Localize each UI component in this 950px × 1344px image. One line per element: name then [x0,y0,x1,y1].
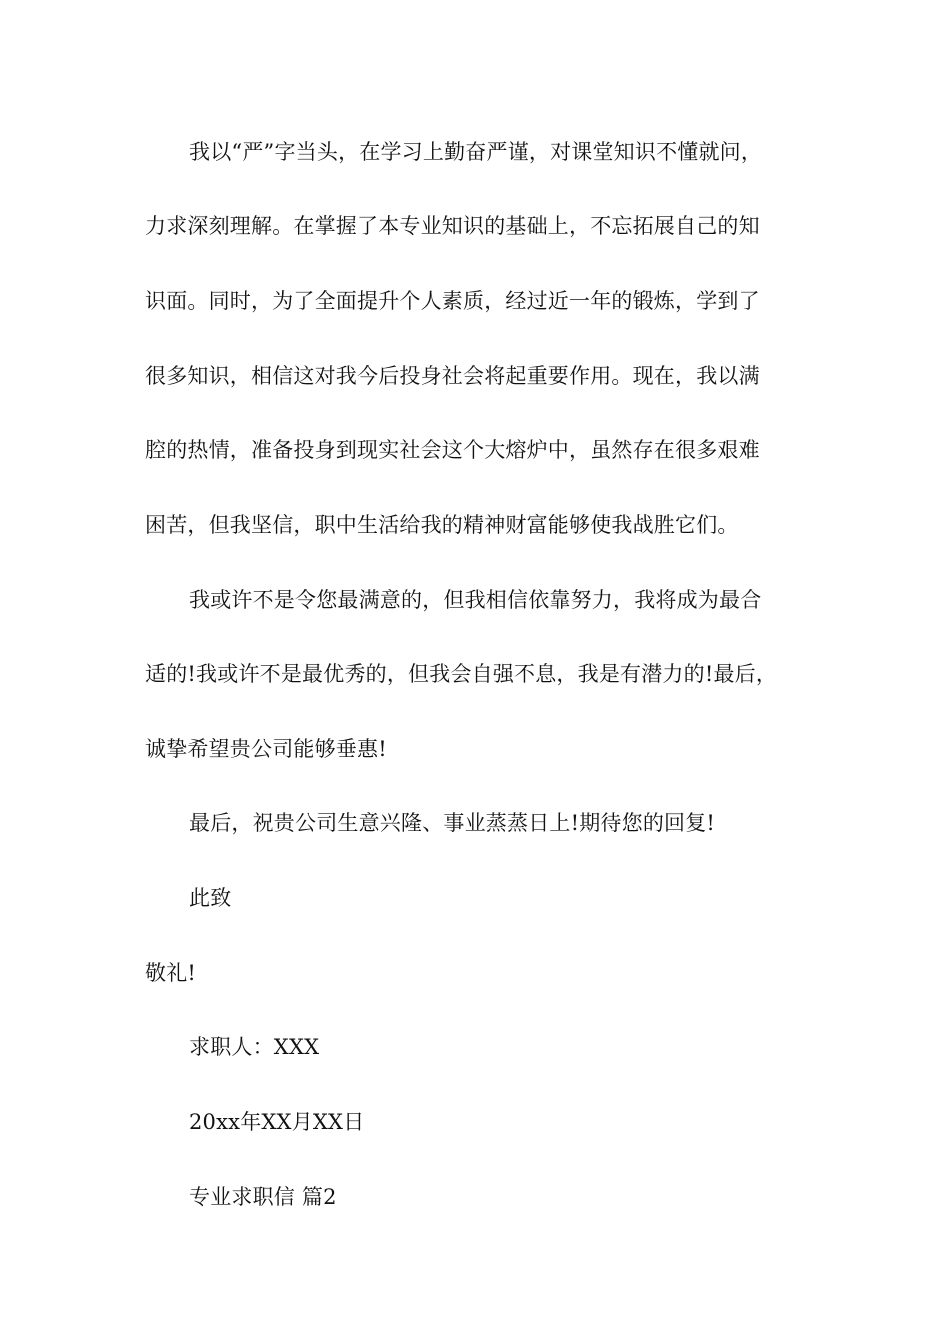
paragraph-line: 识面。同时，为了全面提升个人素质，经过近一年的锻炼，学到了 [145,289,760,313]
paragraph-line: 适的!我或许不是最优秀的，但我会自强不息，我是有潜力的!最后， [145,662,778,686]
paragraph-line: 很多知识，相信这对我今后投身社会将起重要作用。现在，我以满 [145,364,760,388]
paragraph-line: 困苦，但我坚信，职中生活给我的精神财富能够使我战胜它们。 [145,513,739,537]
paragraph-line: 诚挚希望贵公司能够垂惠! [145,737,387,761]
section-heading: 专业求职信 篇2 [189,1185,337,1209]
signature-date: 20xx年XX月XX日 [189,1110,365,1134]
paragraph-line: 我或许不是令您最满意的，但我相信依靠努力，我将成为最合 [189,588,762,612]
salutation-jingli: 敬礼! [145,961,197,985]
paragraph-line: 力求深刻理解。在掌握了本专业知识的基础上，不忘拓展自己的知 [145,214,760,238]
closing-wish: 最后，祝贵公司生意兴隆、事业蒸蒸日上!期待您的回复! [189,811,716,835]
paragraph-line: 腔的热情，准备投身到现实社会这个大熔炉中，虽然存在很多艰难 [145,438,760,462]
signature-name: 求职人：XXX [189,1035,320,1059]
paragraph-line: 我以“严”字当头，在学习上勤奋严谨，对课堂知识不懂就问， [189,140,763,164]
salutation-cizhi: 此致 [189,886,232,910]
